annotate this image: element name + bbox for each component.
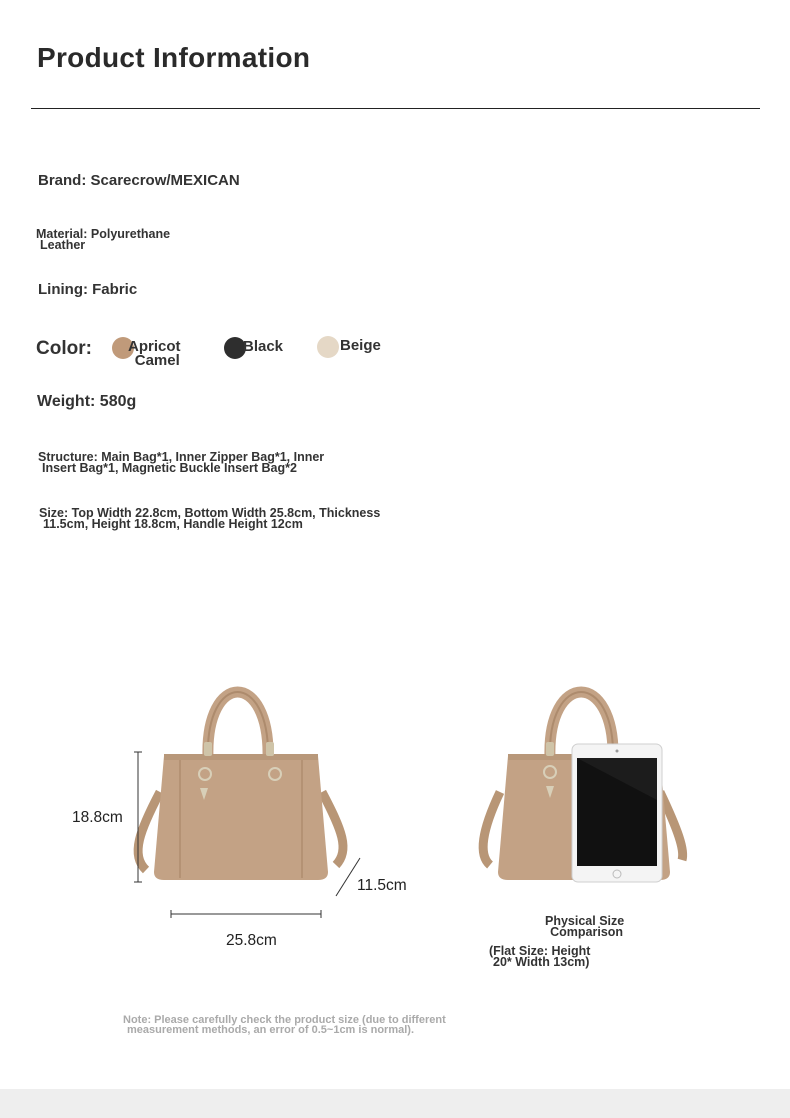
size-text: [39, 508, 380, 530]
color-option-apricot-camel[interactable]: [128, 340, 181, 368]
page-title: Product Information: [37, 42, 311, 73]
brand-text: Brand: Scarecrow/MEXICAN: [38, 172, 240, 189]
color-option-black[interactable]: Black: [243, 338, 284, 355]
material-text: [36, 229, 170, 251]
comparison-caption: [545, 916, 624, 938]
title-divider: [31, 108, 760, 109]
size-note: [123, 1015, 446, 1035]
material-line-2: Leather: [40, 238, 86, 252]
structure-line-1: Structure: Main Bag*1, Inner Zipper Bag*1, Inner: [38, 450, 325, 464]
thickness-dimension-label: 11.5cm: [357, 877, 407, 894]
flat-size-line-2: 20* Width 13cm): [493, 955, 590, 969]
color-label: Color:: [36, 338, 92, 359]
width-dimension-label: 25.8cm: [226, 932, 277, 949]
color-option-beige[interactable]: Beige: [340, 337, 381, 354]
footer-band: [0, 1089, 790, 1118]
lining-text: Lining: Fabric: [38, 281, 138, 298]
color-swatch-beige[interactable]: [317, 336, 339, 358]
structure-line-2: Insert Bag*1, Magnetic Buckle Insert Bag*2: [42, 461, 297, 475]
height-dimension-label: 18.8cm: [72, 809, 123, 826]
weight-text: Weight: 580g: [37, 393, 137, 410]
comparison-caption-line-1: Physical Size: [545, 914, 625, 928]
size-note-line-2: measurement methods, an error of 0.5~1cm is normal).: [127, 1024, 415, 1036]
size-line-2: 11.5cm, Height 18.8cm, Handle Height 12cm: [43, 517, 303, 531]
flat-size-text: [489, 946, 590, 968]
structure-text: [38, 452, 324, 474]
color-name-line-1: Apricot: [128, 338, 181, 355]
material-line-1: Material: Polyurethane: [36, 227, 171, 241]
flat-size-line-1: (Flat Size: Height: [489, 944, 591, 958]
comparison-caption-line-2: Comparison: [550, 925, 624, 939]
color-name-line-2: Camel: [134, 352, 180, 369]
size-note-line-1: Note: Please carefully check the product size (due to different: [123, 1014, 446, 1026]
size-line-1: Size: Top Width 22.8cm, Bottom Width 25.8cm, Thickness: [39, 506, 381, 520]
size-comparison-illustration: [470, 660, 710, 900]
